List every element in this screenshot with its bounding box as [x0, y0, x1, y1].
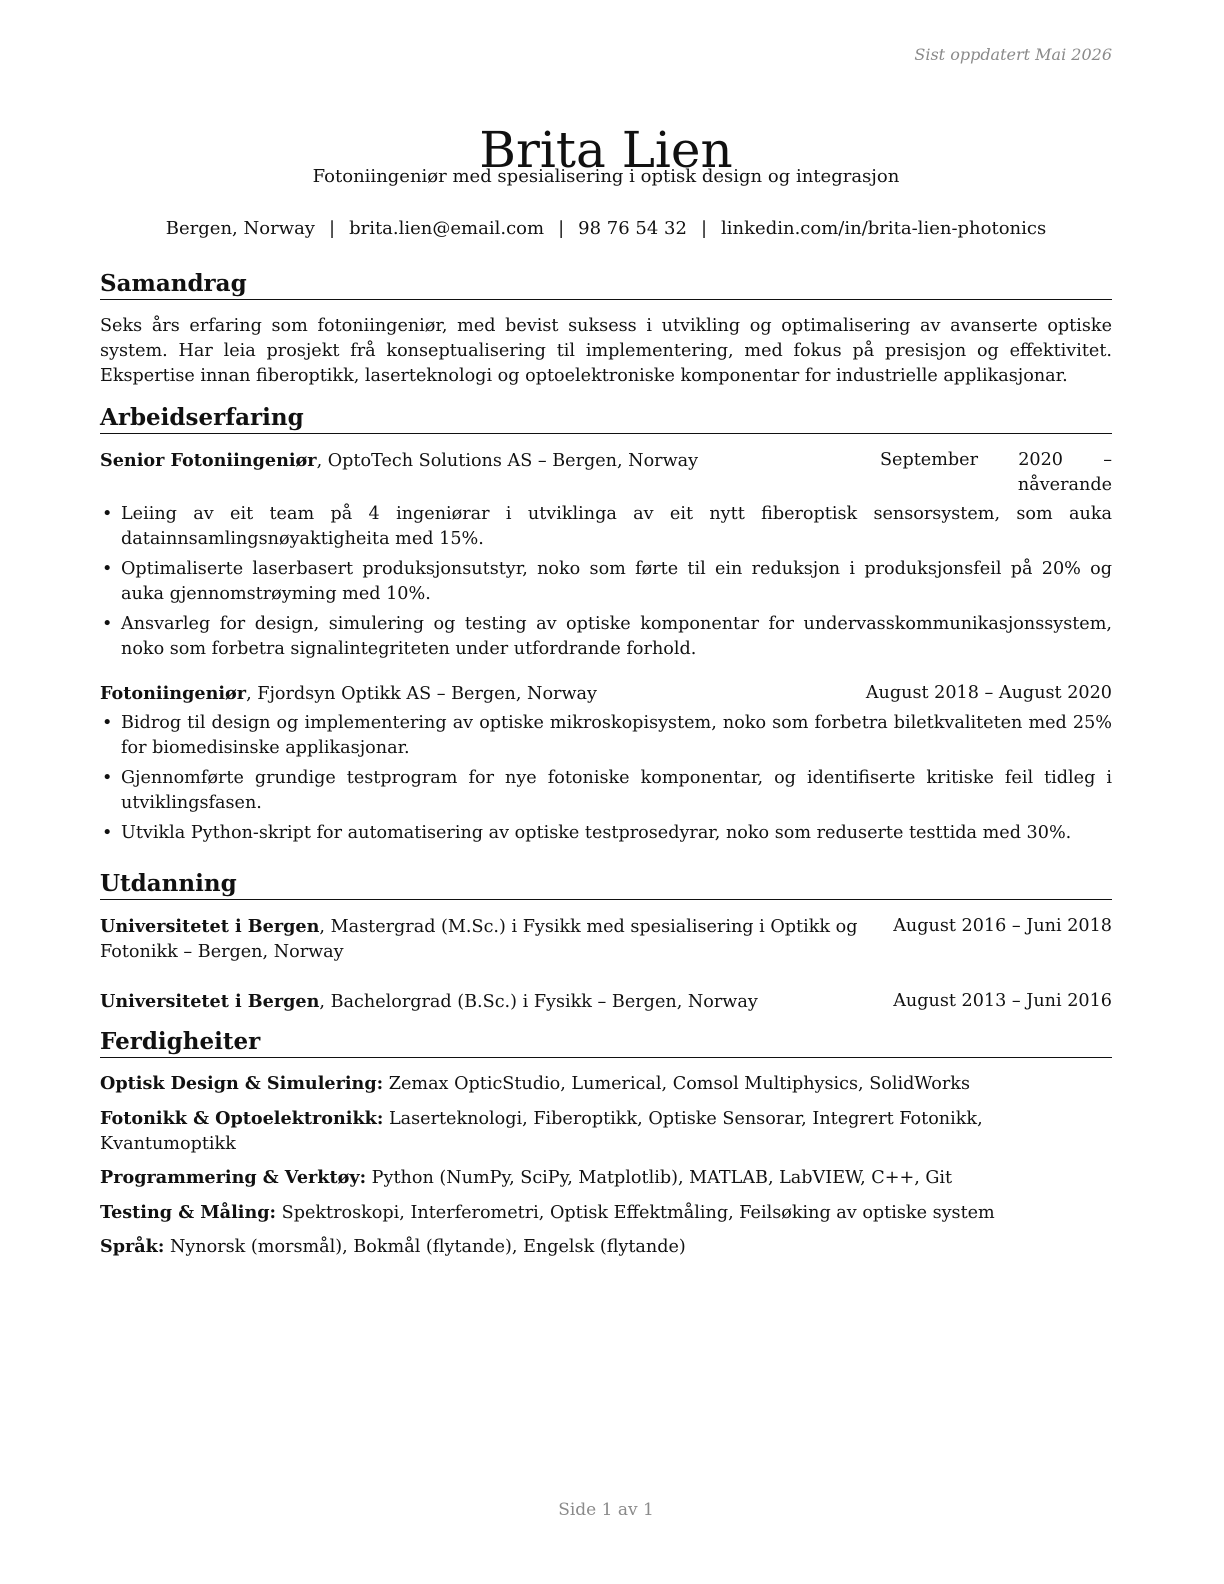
skill-label: Programmering & Verktøy: [100, 1167, 367, 1188]
skill-label: Fotonikk & Optoelektronikk: [100, 1107, 384, 1129]
skill-label: Testing & Måling: [100, 1201, 277, 1223]
separator: | [328, 218, 336, 239]
page-number: Side 1 av 1 [558, 1500, 654, 1520]
skill-row [100, 1200, 1112, 1226]
skill-value: Laserteknologi, Fiberoptikk, Optiske Sensorar, Integrert Fotonikk, Kvantumoptikk [100, 1108, 983, 1154]
job-title-line [100, 448, 880, 498]
skills-list [100, 1071, 1112, 1260]
list-item: • Ansvarleg for design, simulering og testing av optiske komponentar for undervasskommunikasjonssystem, noko som forbetra signalintegriteten under utfordrande forhold. [100, 612, 1112, 662]
summary-section [100, 270, 1112, 389]
job-bullets [100, 502, 1112, 662]
education-school: Universitetet i Bergen [100, 991, 320, 1012]
job-header [100, 681, 1112, 707]
section-title-skills: Ferdigheiter [100, 1028, 1112, 1058]
summary-text: Seks års erfaring som fotoniingeniør, med bevist suksess i utvikling og optimalisering av avanserte optiske system. Har leia prosjekt frå konseptualisering til implementering, med fokus på presisjon og effektivitet. Ekspertise innan fiberoptikk, laserteknologi og optoelektroniske komponentar for industrielle applikasjonar. [100, 316, 1112, 386]
education-school: Universitetet i Bergen [100, 916, 320, 937]
job-entry [100, 681, 1112, 846]
skill-row [100, 1165, 1112, 1191]
job-role: Senior Fotoniingeniør [100, 450, 317, 471]
job-company: , OptoTech Solutions AS – Bergen, Norway [316, 451, 699, 471]
separator: | [558, 218, 565, 239]
contact-linkedin[interactable]: linkedin.com/in/brita-lien-photonics [721, 218, 1047, 239]
experience-section [100, 404, 1112, 851]
education-line [100, 914, 893, 965]
education-dates: August 2016 – Juni 2018 [893, 916, 1112, 936]
education-line [100, 989, 893, 1015]
skill-row [100, 1106, 1112, 1157]
skills-section [100, 1028, 1112, 1269]
section-title-experience: Arbeidserfaring [100, 404, 1112, 434]
education-section [100, 870, 1112, 1015]
list-item: • Utvikla Python-skript for automatisering av optiske testprosedyrar, noko som reduserte testtida med 30%. [100, 821, 1112, 846]
skill-value: Nynorsk (morsmål), Bokmål (flytande), Engelsk (flytande) [164, 1237, 686, 1257]
job-entry [100, 448, 1112, 662]
job-dates: September 2020 – nåverande [880, 450, 1112, 495]
job-title-line [100, 681, 866, 707]
contact-location: Bergen, Norway [165, 218, 315, 239]
contact-email[interactable]: brita.lien@email.com [349, 218, 545, 239]
section-title-education: Utdanning [100, 870, 1112, 900]
job-bullets [100, 711, 1112, 846]
education-dates: August 2013 – Juni 2016 [893, 991, 1112, 1011]
separator: | [700, 218, 708, 239]
last-updated: Sist oppdatert Mai 2026 [914, 45, 1112, 64]
contact-line [100, 218, 1112, 239]
skill-value: Python (NumPy, SciPy, Matplotlib), MATLAB, LabVIEW, C++, Git [366, 1168, 953, 1188]
education-degree: , Mastergrad (M.Sc.) i Fysikk med spesialisering i Optikk og Fotonikk – Bergen, Norway [100, 917, 858, 962]
skill-label: Optisk Design & Simulering: [100, 1073, 384, 1094]
skill-row [100, 1234, 1112, 1260]
job-role: Fotoniingeniør [100, 683, 247, 704]
tagline: Fotoniingeniør med spesialisering i optisk design og integrasjon [312, 166, 900, 187]
education-entry [100, 989, 1112, 1015]
skill-value: Spektroskopi, Interferometri, Optisk Effektmåling, Feilsøking av optiske system [276, 1202, 995, 1223]
skill-row [100, 1071, 1112, 1097]
job-company: , Fjordsyn Optikk AS – Bergen, Norway [246, 684, 597, 704]
education-degree: , Bachelorgrad (B.Sc.) i Fysikk – Bergen, Norway [319, 992, 758, 1012]
candidate-name: Brita Lien [479, 120, 733, 179]
list-item: • Gjennomførte grundige testprogram for nye fotoniske komponentar, og identifiserte kritiske feil tidleg i utviklingsfasen. [100, 766, 1112, 816]
list-item: • Optimaliserte laserbasert produksjonsutstyr, noko som førte til ein reduksjon i produksjonsfeil på 20% og auka gjennomstrøyming med 10%. [100, 557, 1112, 607]
section-title-summary: Samandrag [100, 270, 1112, 300]
list-item: • Leiing av eit team på 4 ingeniørar i utviklinga av eit nytt fiberoptisk sensorsystem, som auka datainnsamlingsnøyaktigheita med 15%. [100, 502, 1112, 552]
contact-phone: 98 76 54 32 [578, 218, 687, 239]
job-header [100, 448, 1112, 498]
list-item: • Bidrog til design og implementering av optiske mikroskopisystem, noko som forbetra biletkvaliteten med 25% for biomedisinske applikasjonar. [100, 711, 1112, 761]
skill-label: Språk: [100, 1236, 165, 1257]
skill-value: Zemax OpticStudio, Lumerical, Comsol Multiphysics, SolidWorks [383, 1074, 970, 1094]
education-entry [100, 914, 1112, 965]
job-dates: August 2018 – August 2020 [865, 683, 1112, 703]
